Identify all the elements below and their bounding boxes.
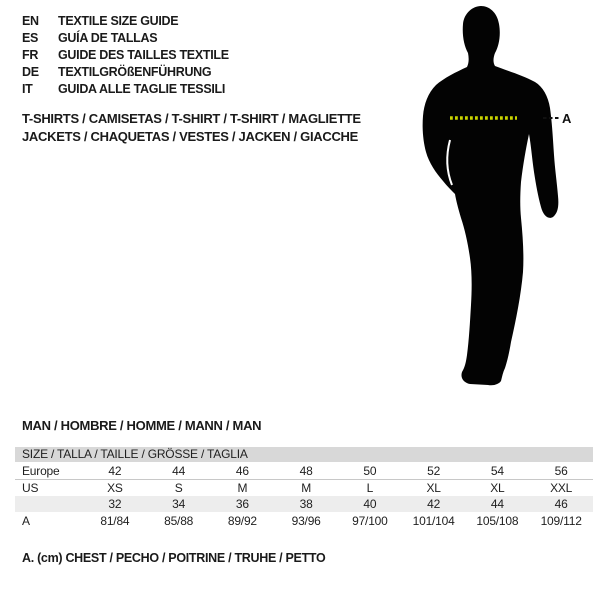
- table-cell: 40: [338, 496, 402, 512]
- size-table-wrap: [15, 447, 593, 529]
- table-cell: 44: [466, 496, 530, 512]
- lang-label: GUIDE DES TAILLES TEXTILE: [58, 48, 229, 62]
- section-title-man: MAN / HOMBRE / HOMME / MANN / MAN: [22, 418, 262, 433]
- table-cell: 109/112: [540, 513, 582, 528]
- table-cell: XXL: [550, 481, 573, 495]
- table-row-europe: [15, 462, 593, 480]
- row-label: US: [22, 481, 39, 495]
- lang-code: ES: [22, 31, 39, 45]
- chest-marker-label: A: [562, 111, 572, 126]
- table-cell: 105/108: [476, 513, 519, 528]
- table-row-us: [15, 480, 593, 497]
- table-row-a-chest: [15, 512, 593, 529]
- table-cell: 54: [466, 462, 530, 480]
- row-label: Europe: [15, 462, 83, 480]
- table-cell: 46: [211, 462, 275, 480]
- table-cell: M: [301, 481, 312, 495]
- lang-label: TEXTILGRÖßENFÜHRUNG: [58, 65, 212, 79]
- table-cell: 56: [529, 462, 593, 480]
- man-silhouette: [423, 6, 559, 385]
- table-cell: 97/100: [352, 513, 388, 528]
- footnote-chest: A. (cm) CHEST / PECHO / POITRINE / TRUHE / PETTO: [22, 551, 326, 565]
- table-cell: 85/88: [164, 513, 194, 528]
- size-table-body: [15, 462, 593, 529]
- table-cell: M: [237, 481, 248, 495]
- table-cell: XS: [107, 481, 123, 495]
- table-cell: 36: [211, 496, 275, 512]
- table-cell: 42: [83, 462, 147, 480]
- table-cell: 93/96: [291, 513, 321, 528]
- table-cell: 38: [274, 496, 338, 512]
- table-cell: S: [174, 481, 183, 495]
- table-cell: 32: [83, 496, 147, 512]
- lang-code: DE: [22, 65, 39, 79]
- lang-label: GUIDA ALLE TAGLIE TESSILI: [58, 82, 226, 96]
- size-table-header-row: [15, 447, 593, 462]
- category-jackets: JACKETS / CHAQUETAS / VESTES / JACKEN / GIACCHE: [22, 128, 358, 144]
- table-cell: 46: [529, 496, 593, 512]
- table-cell: 44: [147, 462, 211, 480]
- table-cell: 52: [402, 462, 466, 480]
- table-cell: 101/104: [412, 513, 455, 528]
- table-row-uk: [15, 496, 593, 512]
- table-cell: L: [366, 481, 374, 495]
- table-cell: 42: [402, 496, 466, 512]
- table-cell: XL: [426, 481, 441, 495]
- table-cell: 34: [147, 496, 211, 512]
- lang-code: IT: [22, 82, 33, 96]
- lang-code: FR: [22, 48, 39, 62]
- lang-label: GUÍA DE TALLAS: [58, 31, 158, 45]
- row-label: A: [22, 513, 30, 528]
- table-cell: 50: [338, 462, 402, 480]
- row-label: [15, 496, 83, 512]
- lang-label: TEXTILE SIZE GUIDE: [58, 14, 179, 28]
- size-table: [15, 447, 593, 529]
- table-cell: 81/84: [100, 513, 130, 528]
- category-tshirts: T-SHIRTS / CAMISETAS / T-SHIRT / T-SHIRT / MAGLIETTE: [22, 111, 361, 126]
- table-cell: 89/92: [227, 513, 257, 528]
- table-cell: XL: [490, 481, 505, 495]
- table-cell: 48: [274, 462, 338, 480]
- size-table-header: SIZE / TALLA / TAILLE / GRÖSSE / TAGLIA: [15, 447, 593, 462]
- lang-code: EN: [22, 14, 39, 28]
